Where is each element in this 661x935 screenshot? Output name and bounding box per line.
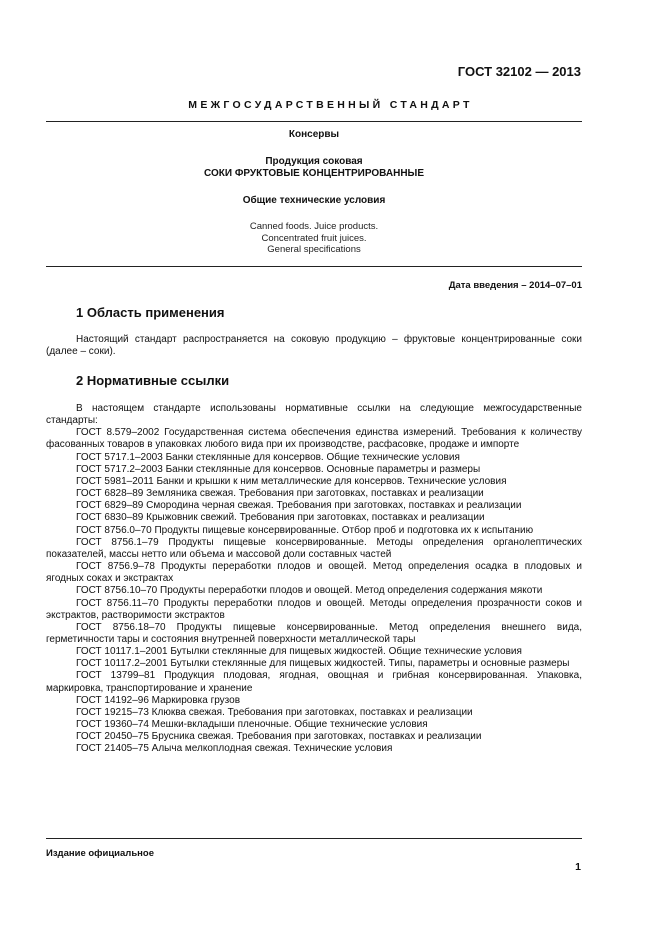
list-item: ГОСТ 8756.1–79 Продукты пищевые консервированные. Методы определения органолептических показателей, массы нетто или объема и массовой доли составных частей <box>46 536 582 560</box>
english-title <box>46 221 582 256</box>
list-item: ГОСТ 20450–75 Брусника свежая. Требования при заготовках, поставках и реализации <box>76 731 482 743</box>
title-divider <box>46 121 582 122</box>
list-item: В настоящем стандарте использованы нормативные ссылки на следующие межгосударственные стандарты: <box>46 403 582 427</box>
list-item: ГОСТ 8756.10–70 Продукты переработки плодов и овощей. Метод определения содержания мякоти <box>76 585 543 597</box>
date-divider <box>46 266 582 267</box>
title-name: СОКИ ФРУКТОВЫЕ КОНЦЕНТРИРОВАННЫЕ <box>204 168 424 179</box>
list-item: ГОСТ 21405–75 Алыча мелкоплодная свежая. Технические условия <box>76 743 393 755</box>
list-item: ГОСТ 6829–89 Смородина черная свежая. Требования при заготовках, поставках и реализации <box>76 500 522 512</box>
list-item: ГОСТ 13799–81 Продукция плодовая, ягодная, овощная и грибная консервированная. Упаковка, маркировка, транспортирование и хранение <box>46 670 582 694</box>
standard-type-heading: МЕЖГОСУДАРСТВЕННЫЙ СТАНДАРТ <box>188 99 473 111</box>
list-item: ГОСТ 14192–96 Маркировка грузов <box>76 694 241 706</box>
introduction-date: Дата введения – 2014–07–01 <box>448 280 582 291</box>
document-code: ГОСТ 32102 — 2013 <box>457 64 581 79</box>
title-group: Консервы <box>288 129 340 140</box>
footer-divider <box>46 838 582 839</box>
english-title-line: General specifications <box>267 244 361 255</box>
title-product: Продукция соковая <box>265 156 363 167</box>
list-item: ГОСТ 6830–89 Крыжовник свежий. Требования при заготовках, поставках и реализации <box>76 512 485 524</box>
list-item: ГОСТ 19215–73 Клюква свежая. Требования при заготовках, поставках и реализации <box>76 706 473 718</box>
title-subtitle: Общие технические условия <box>242 195 386 206</box>
edition-note: Издание официальное <box>46 848 154 859</box>
page-number: 1 <box>575 861 581 873</box>
list-item: ГОСТ 8756.11–70 Продукты переработки плодов и овощей. Методы определения прозрачности соков и экстрактов, растворимости экстрактов <box>46 597 582 621</box>
list-item: ГОСТ 6828–89 Земляника свежая. Требования при заготовках, поставках и реализации <box>76 488 484 500</box>
section-1-text <box>46 334 582 358</box>
list-item: ГОСТ 10117.1–2001 Бутылки стеклянные для пищевых жидкостей. Общие технические условия <box>76 646 522 658</box>
list-item: ГОСТ 8.579–2002 Государственная система обеспечения единства измерений. Требования к количеству фасованных товаров в упаковках любого вида при их производстве, расфасовке, продаже и импорте <box>46 427 582 451</box>
english-title-line: Concentrated fruit juices. <box>261 232 367 244</box>
normative-references-list <box>46 403 582 756</box>
list-item: ГОСТ 10117.2–2001 Бутылки стеклянные для пищевых жидкостей. Типы, параметры и основные размеры <box>76 658 570 670</box>
section-2-heading: 2 Нормативные ссылки <box>76 373 230 388</box>
list-item: ГОСТ 8756.18–70 Продукты пищевые консервированные. Метод определения внешнего вида, герметичности тары и состояния внутренней поверхности металлической тары <box>46 621 582 645</box>
section-1-heading: 1 Область применения <box>76 305 225 320</box>
paragraph: Настоящий стандарт распространяется на соковую продукцию – фруктовые концентрированные соки (далее – соки). <box>46 334 582 358</box>
list-item: ГОСТ 8756.0–70 Продукты пищевые консервированные. Отбор проб и подготовка их к испытанию <box>76 524 534 536</box>
list-item: ГОСТ 5717.1–2003 Банки стеклянные для консервов. Общие технические условия <box>76 451 460 463</box>
list-item: ГОСТ 19360–74 Мешки-вкладыши пленочные. Общие технические условия <box>76 719 428 731</box>
list-item: ГОСТ 5981–2011 Банки и крышки к ним металлические для консервов. Технические условия <box>76 475 507 487</box>
list-item: ГОСТ 8756.9–78 Продукты переработки плодов и овощей. Метод определения осадка в плодовых и ягодных соках и экстрактах <box>46 561 582 585</box>
english-title-line: Canned foods. Juice products. <box>249 221 379 232</box>
list-item: ГОСТ 5717.2–2003 Банки стеклянные для консервов. Основные параметры и размеры <box>76 463 481 475</box>
